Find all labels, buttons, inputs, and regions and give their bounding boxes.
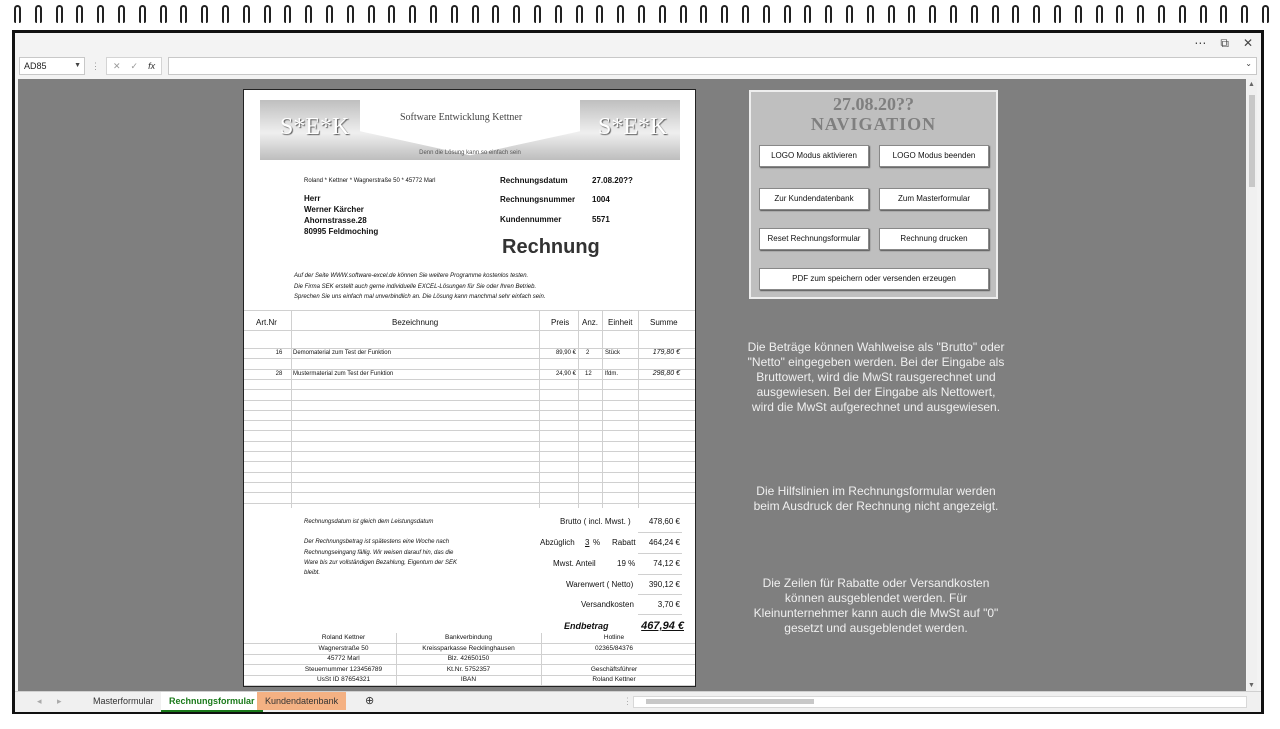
binding-ring bbox=[617, 5, 624, 23]
binding-ring bbox=[576, 5, 583, 23]
grid-line bbox=[638, 594, 682, 595]
binding-ring bbox=[680, 5, 687, 23]
binding-ring bbox=[721, 5, 728, 23]
rabatt-label: Rabatt bbox=[612, 538, 636, 547]
grid-line bbox=[244, 654, 695, 655]
footer-cell: UsSt ID 87654321 bbox=[316, 676, 371, 683]
binding-ring bbox=[1075, 5, 1082, 23]
footer-cell: Hotline bbox=[603, 634, 625, 641]
invoice-heading: Rechnung bbox=[502, 236, 600, 258]
binding-ring bbox=[451, 5, 458, 23]
recipient-city: 80995 Feldmoching bbox=[304, 227, 379, 236]
binding-ring bbox=[846, 5, 853, 23]
binding-ring bbox=[35, 5, 42, 23]
tagline: Denn die Lösung kann so einfach sein bbox=[419, 150, 521, 156]
row1-einheit: Stück bbox=[605, 350, 621, 356]
brutto-label: Brutto ( incl. Mwst. ) bbox=[560, 517, 631, 526]
binding-ring bbox=[659, 5, 666, 23]
expand-formula-icon[interactable]: ⌄ bbox=[1245, 59, 1252, 68]
row2-art: 28 bbox=[275, 371, 283, 377]
footer-cell: IBAN bbox=[460, 676, 477, 683]
vertical-scrollbar[interactable] bbox=[1247, 79, 1257, 691]
navigation-panel bbox=[749, 90, 998, 299]
grid-line bbox=[244, 369, 695, 370]
col-preis: Preis bbox=[551, 318, 570, 327]
binding-ring bbox=[742, 5, 749, 23]
binding-ring bbox=[388, 5, 395, 23]
recipient-salutation: Herr bbox=[304, 194, 321, 203]
binding-ring bbox=[1096, 5, 1103, 23]
formula-input[interactable] bbox=[168, 57, 1257, 75]
info-hilfslinien: Die Hilfslinien im Rechnungsformular werden beim Ausdruck der Rechnung nicht angezeigt. bbox=[753, 484, 999, 513]
binding-ring bbox=[1012, 5, 1019, 23]
ribbon-display-icon[interactable]: ⧉ bbox=[1220, 36, 1229, 50]
invoice-date-value: 27.08.20?? bbox=[592, 176, 633, 185]
grid-line bbox=[244, 330, 695, 331]
grid-line bbox=[638, 614, 682, 615]
binding-ring bbox=[908, 5, 915, 23]
tab-kundendatenbank[interactable]: Kundendatenbank bbox=[257, 692, 346, 710]
mwst-label: Mwst. Anteil bbox=[553, 559, 596, 568]
footer-cell: Kt.Nr. 5752357 bbox=[446, 665, 491, 673]
customer-db-button[interactable]: Zur Kundendatenbank bbox=[759, 188, 869, 210]
formula-buttons bbox=[106, 57, 162, 75]
row1-preis: 89,90 € bbox=[555, 350, 576, 356]
row2-summe: 298,80 € bbox=[652, 370, 680, 377]
binding-ring bbox=[472, 5, 479, 23]
footer-cell: 45772 Marl bbox=[327, 655, 360, 662]
customer-number-value: 5571 bbox=[592, 215, 610, 224]
sheet-tab-bar bbox=[15, 691, 1261, 712]
col-summe: Summe bbox=[650, 318, 678, 327]
binding-ring bbox=[430, 5, 437, 23]
binding-ring bbox=[1054, 5, 1061, 23]
chevron-down-icon[interactable]: ▼ bbox=[74, 62, 81, 69]
versand-label: Versandkosten bbox=[581, 600, 634, 609]
customer-number-label: Kundennummer bbox=[500, 215, 562, 224]
endbetrag-label: Endbetrag bbox=[564, 621, 609, 631]
grid-line bbox=[244, 358, 695, 359]
separator-icon: ⋮ bbox=[91, 60, 100, 71]
grid-line bbox=[578, 310, 579, 508]
invoice-banner bbox=[260, 100, 680, 160]
grid-line bbox=[638, 310, 639, 508]
intro-line-1: Auf der Seite WWW.software-excel.de können Sie weitere Programme kostenlos testen. bbox=[294, 273, 529, 279]
grid-line bbox=[244, 441, 695, 442]
binding-ring bbox=[534, 5, 541, 23]
row2-bez: Mustermaterial zum Test der Funktion bbox=[293, 371, 394, 377]
binding-ring bbox=[284, 5, 291, 23]
col-artnr: Art.Nr bbox=[256, 318, 277, 327]
grid-line bbox=[244, 482, 695, 483]
grid-line bbox=[244, 664, 695, 665]
binding-ring bbox=[160, 5, 167, 23]
grid-line bbox=[244, 379, 695, 380]
invoice-number-value: 1004 bbox=[592, 195, 610, 204]
binding-ring bbox=[368, 5, 375, 23]
binding-ring bbox=[201, 5, 208, 23]
binding-ring bbox=[763, 5, 770, 23]
tab-rechnungsformular[interactable]: Rechnungsformular bbox=[161, 692, 263, 712]
info-rabatt-versand: Die Zeilen für Rabatte oder Versandkosten können ausgeblendet werden. Für Kleinunternehmer kann auch die MwSt auf "0" gesetzt und ausgeblendet werden. bbox=[753, 576, 999, 635]
add-sheet-icon[interactable]: ⊕ bbox=[365, 695, 375, 707]
row1-summe: 179,80 € bbox=[652, 349, 680, 356]
grid-line bbox=[244, 430, 695, 431]
function-icon[interactable]: fx bbox=[148, 61, 156, 71]
abzueglich-label: Abzüglich bbox=[540, 538, 575, 547]
nav-title: NAVIGATION bbox=[810, 114, 937, 134]
grid-line bbox=[638, 574, 682, 575]
logo-mode-on-button[interactable]: LOGO Modus aktivieren bbox=[759, 145, 869, 167]
binding-ring bbox=[492, 5, 499, 23]
binding-ring bbox=[867, 5, 874, 23]
footer-cell: Geschäftsführer bbox=[590, 665, 638, 673]
binding-ring bbox=[97, 5, 104, 23]
binding-ring bbox=[596, 5, 603, 23]
binding-ring bbox=[888, 5, 895, 23]
invoice-date-label: Rechnungsdatum bbox=[500, 176, 568, 185]
logo-right: S*E*K bbox=[598, 114, 668, 140]
intro-line-3: Sprechen Sie uns einfach mal unverbindlich an. Die Lösung kann manchmal sehr einfach sein. bbox=[294, 294, 546, 300]
grid-line bbox=[244, 348, 695, 349]
spiral-binding bbox=[0, 0, 1280, 28]
grid-line bbox=[244, 643, 695, 644]
invoice-page bbox=[243, 89, 696, 687]
abzueglich-pct-sign: % bbox=[593, 538, 601, 547]
recipient-street: Ahornstrasse.28 bbox=[304, 216, 367, 225]
grid-line bbox=[291, 310, 292, 508]
horizontal-scroll-thumb[interactable] bbox=[646, 699, 814, 704]
footer-cell: Bankverbindung bbox=[445, 634, 492, 641]
name-box[interactable] bbox=[19, 57, 85, 75]
tab-masterformular[interactable]: Masterformular bbox=[93, 696, 154, 706]
grid-line bbox=[539, 310, 540, 508]
footer-cell: Roland Kettner bbox=[592, 676, 636, 683]
note-payment-4: bleibt. bbox=[304, 570, 321, 576]
grid-line bbox=[396, 633, 397, 687]
binding-ring bbox=[243, 5, 250, 23]
binding-ring bbox=[347, 5, 354, 23]
binding-ring bbox=[1116, 5, 1123, 23]
grid-line bbox=[244, 461, 695, 462]
pdf-export-button[interactable]: PDF zum speichern oder versenden erzeugen bbox=[759, 268, 989, 290]
endbetrag-value: 467,94 € bbox=[641, 620, 684, 632]
row1-anz: 2 bbox=[586, 350, 590, 356]
binding-ring bbox=[1241, 5, 1248, 23]
versand-value: 3,70 € bbox=[657, 600, 680, 609]
grid-line bbox=[638, 553, 682, 554]
intro-line-2: Die Firma SEK erstellt auch gerne individuelle EXCEL-Lösungen für Sie oder Ihren Betrieb. bbox=[294, 284, 537, 290]
footer-cell: Blz. 42650150 bbox=[447, 655, 490, 662]
tab-options-icon[interactable]: ⋮ bbox=[623, 696, 632, 706]
binding-ring bbox=[1179, 5, 1186, 23]
binding-ring bbox=[929, 5, 936, 23]
binding-ring bbox=[180, 5, 187, 23]
binding-ring bbox=[1220, 5, 1227, 23]
footer-cell: Kreissparkasse Recklinghausen bbox=[422, 644, 515, 652]
mwst-value: 74,12 € bbox=[653, 559, 680, 568]
info-brutto-netto: Die Beträge können Wahlweise als "Brutto" oder "Netto" eingegeben werden. Bei der Eingabe als Bruttowert, wird die MwSt rausgerechnet und ausgewiesen. Bei der Eingabe als Nettowert, wird die MwSt aufgerechnet und ausgewiesen. bbox=[747, 340, 1005, 414]
footer-cell: Wagnerstraße 50 bbox=[318, 644, 369, 652]
binding-ring bbox=[56, 5, 63, 23]
grid-line bbox=[244, 400, 695, 401]
col-bezeichnung: Bezeichnung bbox=[392, 318, 439, 327]
cancel-icon[interactable]: ✕ bbox=[113, 60, 121, 71]
grid-line bbox=[244, 420, 695, 421]
logo-left: S*E*K bbox=[280, 114, 350, 140]
row2-anz: 12 bbox=[585, 371, 592, 377]
note-payment-2: Rechnungseingang fällig. Wir weisen darauf hin, das die bbox=[304, 550, 454, 556]
note-leistungsdatum: Rechnungsdatum ist gleich dem Leistungsdatum bbox=[304, 519, 434, 525]
print-invoice-button[interactable]: Rechnung drucken bbox=[879, 228, 989, 250]
note-payment-1: Der Rechnungsbetrag ist spätestens eine Woche nach bbox=[304, 539, 450, 545]
close-icon[interactable]: ✕ bbox=[1242, 36, 1253, 50]
binding-ring bbox=[1033, 5, 1040, 23]
title-bar bbox=[15, 33, 1261, 55]
horizontal-scrollbar[interactable] bbox=[633, 696, 1247, 708]
binding-ring bbox=[326, 5, 333, 23]
binding-ring bbox=[264, 5, 271, 23]
binding-ring bbox=[971, 5, 978, 23]
grid-line bbox=[541, 633, 542, 687]
grid-line bbox=[244, 451, 695, 452]
binding-ring bbox=[76, 5, 83, 23]
name-box-value: AD85 bbox=[24, 61, 47, 71]
footer-cell: Roland Kettner bbox=[321, 634, 366, 641]
recipient-name: Werner Kärcher bbox=[304, 205, 364, 214]
binding-ring bbox=[555, 5, 562, 23]
grid-line bbox=[244, 310, 695, 311]
binding-ring bbox=[992, 5, 999, 23]
binding-ring bbox=[700, 5, 707, 23]
warenwert-value: 390,12 € bbox=[648, 580, 680, 589]
binding-ring bbox=[1158, 5, 1165, 23]
binding-ring bbox=[222, 5, 229, 23]
reset-form-button[interactable]: Reset Rechnungsformular bbox=[759, 228, 869, 250]
warenwert-label: Warenwert ( Netto) bbox=[566, 580, 634, 589]
more-options-icon[interactable]: ⋯ bbox=[1194, 36, 1207, 50]
grid-line bbox=[244, 685, 695, 686]
binding-ring bbox=[14, 5, 21, 23]
binding-ring bbox=[784, 5, 791, 23]
col-anz: Anz. bbox=[582, 318, 599, 327]
binding-ring bbox=[513, 5, 520, 23]
master-form-button[interactable]: Zum Masterformular bbox=[879, 188, 989, 210]
row2-preis: 24,90 € bbox=[555, 371, 576, 377]
logo-mode-off-button[interactable]: LOGO Modus beenden bbox=[879, 145, 989, 167]
worksheet-area[interactable] bbox=[18, 79, 1246, 691]
grid-line bbox=[244, 675, 695, 676]
binding-ring bbox=[638, 5, 645, 23]
company-name: Software Entwicklung Kettner bbox=[400, 112, 523, 123]
formula-bar bbox=[19, 55, 1257, 77]
binding-ring bbox=[1200, 5, 1207, 23]
scroll-up-icon[interactable]: ▲ bbox=[1248, 81, 1255, 88]
row1-bez: Demomaterial zum Test der Funktion bbox=[293, 350, 391, 356]
note-payment-3: Ware bis zur vollständigen Bezahlung, Eigentum der SEK bbox=[304, 560, 457, 566]
binding-ring bbox=[825, 5, 832, 23]
footer-cell: Steuernummer 123456789 bbox=[304, 665, 383, 673]
binding-ring bbox=[118, 5, 125, 23]
sender-line: Roland * Kettner * Wagnerstraße 50 * 45772 Marl bbox=[304, 178, 436, 184]
abzueglich-pct: 3 bbox=[585, 538, 590, 547]
brutto-value: 478,60 € bbox=[648, 517, 680, 526]
grid-line bbox=[638, 532, 682, 533]
invoice-number-label: Rechnungsnummer bbox=[500, 195, 576, 204]
grid-line bbox=[244, 472, 695, 473]
binding-ring bbox=[305, 5, 312, 23]
grid-line bbox=[244, 492, 695, 493]
grid-line bbox=[244, 503, 695, 504]
row2-einheit: lfdm. bbox=[605, 371, 619, 377]
tab-prev-icon[interactable]: ◂ bbox=[37, 696, 42, 706]
col-einheit: Einheit bbox=[608, 318, 633, 327]
nav-date: 27.08.20?? bbox=[833, 94, 914, 114]
excel-window bbox=[12, 30, 1264, 714]
rabatt-value: 464,24 € bbox=[648, 538, 680, 547]
footer-cell: 02365/84376 bbox=[595, 644, 633, 652]
binding-ring bbox=[804, 5, 811, 23]
scroll-down-icon[interactable]: ▼ bbox=[1248, 682, 1255, 689]
vertical-scroll-thumb[interactable] bbox=[1249, 95, 1255, 187]
binding-ring bbox=[1137, 5, 1144, 23]
tab-next-icon[interactable]: ▸ bbox=[57, 696, 62, 706]
grid-line bbox=[244, 389, 695, 390]
grid-line bbox=[602, 310, 603, 508]
enter-icon[interactable]: ✓ bbox=[130, 60, 139, 71]
binding-ring bbox=[950, 5, 957, 23]
row1-art: 16 bbox=[275, 350, 283, 356]
binding-ring bbox=[1262, 5, 1269, 23]
mwst-pct: 19 % bbox=[617, 559, 636, 568]
binding-ring bbox=[409, 5, 416, 23]
binding-ring bbox=[139, 5, 146, 23]
grid-line bbox=[244, 410, 695, 411]
